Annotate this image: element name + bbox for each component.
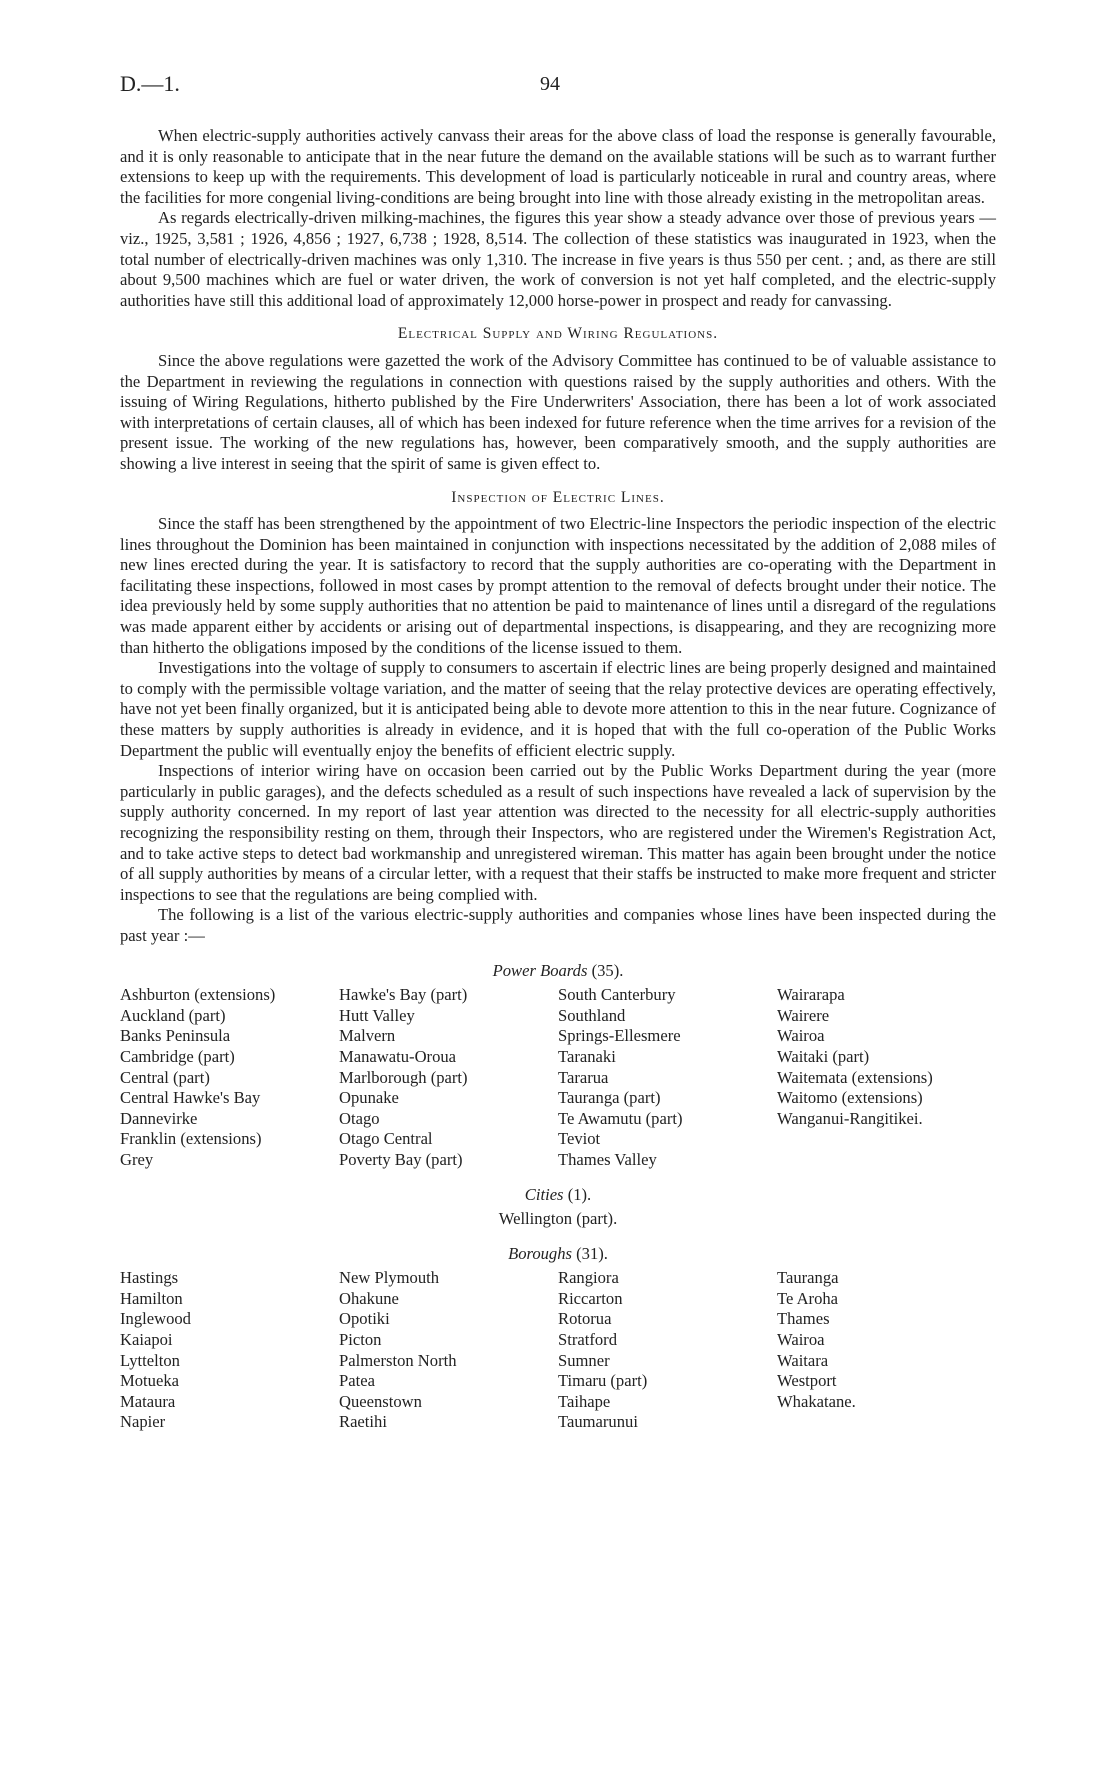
list-item: Waitara (777, 1350, 829, 1370)
list-title-count: (35). (591, 960, 624, 980)
list-item: Hamilton (120, 1288, 183, 1308)
list-column (339, 1268, 558, 1433)
list-column (777, 1268, 996, 1433)
list-item: Inglewood (120, 1309, 191, 1329)
list-item: Hutt Valley (339, 1005, 415, 1025)
paragraph: When electric-supply authorities actively canvass their areas for the above class of load the response is generally favourable, and it is only reasonable to anticipate that in the near future the demand on the available stations will be such as to warrant further extensions to keep up with the requirements. This development of load is particularly noticeable in rural and country areas, where the facilities for more congenial living-conditions are being brought into line with those already existing in the metropolitan areas. (120, 126, 996, 207)
list-item: Westport (777, 1371, 837, 1391)
section-heading: Inspection of Electric Lines. (451, 488, 665, 506)
list-column (339, 985, 558, 1170)
list-item: Springs-Ellesmere (558, 1026, 681, 1046)
list-item: Teviot (558, 1129, 601, 1149)
list-item: Stratford (558, 1330, 617, 1350)
list-item: Franklin (extensions) (120, 1129, 262, 1149)
list-item: Palmerston North (339, 1350, 457, 1370)
list-item: Tararua (558, 1067, 609, 1087)
list-item: Riccarton (558, 1288, 623, 1308)
list-item: New Plymouth (339, 1268, 440, 1288)
list-item: Wairarapa (777, 985, 845, 1005)
document-reference: D.—1. (120, 71, 180, 96)
list-item: Cambridge (part) (120, 1046, 235, 1066)
list-item: Napier (120, 1412, 166, 1432)
list-item: Otago Central (339, 1129, 433, 1149)
list-item: Waitaki (part) (777, 1046, 870, 1066)
list-item: Taumarunui (558, 1412, 638, 1432)
power-boards-title (120, 961, 996, 982)
paragraph: As regards electrically-driven milking-machines, the figures this year show a steady advance over those of previous years — viz., 1925, 3,581 ; 1926, 4,856 ; 1927, 6,738 ; 1928, 8,514. The collection of these statistics was inaugurated in 1923, when the total number of electrically-driven machines was only 1,310. The increase in five years is thus 550 per cent. ; and, as there are still about 9,500 machines which are fuel or water driven, the work of conversion is not yet half completed, and the electric-supply authorities have still this additional load of approximately 12,000 horse-power in prospect and ready for canvassing. (120, 208, 996, 310)
list-item: Queenstown (339, 1391, 422, 1411)
list-item: Hastings (120, 1268, 179, 1288)
cities-title (120, 1185, 996, 1206)
list-item: Central Hawke's Bay (120, 1088, 261, 1108)
list-item: Te Aroha (777, 1288, 839, 1308)
list-title-label: Cities (524, 1184, 564, 1204)
list-item: Kaiapoi (120, 1330, 173, 1350)
list-title-count: (1). (567, 1184, 592, 1204)
list-item: Wairere (777, 1005, 830, 1025)
list-item: Marlborough (part) (339, 1067, 468, 1087)
list-item: Waitemata (extensions) (777, 1067, 933, 1087)
list-column (777, 985, 996, 1170)
paragraph: Investigations into the voltage of supply to consumers to ascertain if electric lines are being properly designed and maintained to comply with the permissible voltage variation, and the matter of seeing that the relay protective devices are operating effectively, have not yet been finally organized, but it is anticipated being able to devote more attention to this in the near future. Cognizance of these matters by supply authorities is already in evidence, and it is hoped that with the full co-operation of the Public Works Department the public will eventually enjoy the benefits of efficient electric supply. (120, 658, 996, 760)
list-item: Otago (339, 1108, 380, 1128)
list-item: Raetihi (339, 1412, 387, 1432)
list-item: Southland (558, 1005, 626, 1025)
list-item: Motueka (120, 1371, 179, 1391)
boroughs-list (120, 1268, 996, 1433)
power-boards-list (120, 985, 996, 1170)
list-item: Lyttelton (120, 1350, 180, 1370)
list-item: Tauranga (part) (558, 1088, 661, 1108)
page-header (120, 71, 996, 104)
list-item: Wairoa (777, 1026, 825, 1046)
boroughs-title (120, 1244, 996, 1265)
section-heading: Electrical Supply and Wiring Regulations. (397, 325, 719, 343)
list-item: Wanganui-Rangitikei. (777, 1108, 923, 1128)
list-item: Auckland (part) (120, 1005, 226, 1025)
list-item: Malvern (339, 1026, 396, 1046)
cities-item: Wellington (part). (498, 1209, 618, 1229)
list-item: Tauranga (777, 1268, 839, 1288)
list-title-label: Power Boards (492, 960, 588, 980)
list-item: Wairoa (777, 1330, 825, 1350)
list-item: Ashburton (extensions) (120, 985, 276, 1005)
list-item: Picton (339, 1330, 382, 1350)
list-item: Ohakune (339, 1288, 399, 1308)
list-item: Hawke's Bay (part) (339, 985, 468, 1005)
paragraph: Since the above regulations were gazetted the work of the Advisory Committee has continued to be of valuable assistance to the Department in reviewing the regulations in connection with questions raised by the supply authorities and others. With the issuing of Wiring Regulations, hitherto published by the Fire Underwriters' Association, there has been a lot of work associated with interpretations of certain clauses, all of which has been indexed for future reference when the time arrives for a revision of the present issue. The working of the new regulations has, however, been comparatively smooth, and the supply authorities are showing a live interest in seeing that the spirit of same is given effect to. (120, 350, 996, 473)
list-item: Mataura (120, 1391, 176, 1411)
list-item: South Canterbury (558, 985, 676, 1005)
list-item: Opunake (339, 1088, 399, 1108)
list-item: Timaru (part) (558, 1371, 648, 1391)
list-item: Sumner (558, 1350, 610, 1370)
list-item: Waitomo (extensions) (777, 1088, 923, 1108)
list-title-label: Boroughs (508, 1243, 572, 1263)
list-item: Manawatu-Oroua (339, 1046, 457, 1066)
page-number: 94 (540, 73, 560, 95)
paragraph: The following is a list of the various electric-supply authorities and companies whose lines have been inspected during the past year :— (120, 905, 996, 945)
list-item: Banks Peninsula (120, 1026, 231, 1046)
list-column (120, 985, 339, 1170)
list-item: Dannevirke (120, 1108, 198, 1128)
document-page (120, 71, 996, 1433)
paragraph: Inspections of interior wiring have on occasion been carried out by the Public Works Department during the year (more particularly in public garages), and the defects scheduled as a result of such inspections have revealed a lack of supervision by the supply authority concerned. In my report of last year attention was directed to the necessity for all electric-supply authorities recognizing the responsibility resting on them, through their Inspectors, who are registered under the Wiremen's Registration Act, and to take active steps to detect bad workmanship and unregistered wireman. This matter has again been brought under the notice of all supply authorities by means of a circular letter, with a request that their staffs be instructed to make more frequent and stricter inspections to see that the regulations are being complied with. (120, 761, 996, 904)
list-item: Rotorua (558, 1309, 612, 1329)
list-item: Rangiora (558, 1268, 619, 1288)
list-item: Patea (339, 1371, 375, 1391)
list-item: Poverty Bay (part) (339, 1149, 463, 1169)
list-item: Thames (777, 1309, 830, 1329)
list-item: Whakatane. (777, 1391, 856, 1411)
list-column (120, 1268, 339, 1433)
list-item: Central (part) (120, 1067, 210, 1087)
list-title-count: (31). (576, 1243, 608, 1263)
list-column (558, 985, 777, 1170)
list-item: Grey (120, 1149, 154, 1169)
list-item: Thames Valley (558, 1149, 657, 1169)
list-item: Opotiki (339, 1309, 390, 1329)
list-column (558, 1268, 777, 1433)
list-item: Taihape (558, 1391, 611, 1411)
list-item: Te Awamutu (part) (558, 1108, 683, 1128)
paragraph: Since the staff has been strengthened by the appointment of two Electric-line Inspectors the periodic inspection of the electric lines throughout the Dominion has been maintained in conjunction with inspections necessitated by the addition of 2,088 miles of new lines erected during the year. It is satisfactory to record that the supply authorities are co-operating with the Department in facilitating these inspections, followed in most cases by prompt attention to the removal of defects brought under their notice. The idea previously held by some supply authorities that no attention be paid to maintenance of lines until a disregard of the regulations was made apparent either by accidents or arising out of departmental inspections, is disappearing, and they are recognizing more than hitherto the obligations imposed by the conditions of the license issued to them. (120, 514, 996, 657)
list-item: Taranaki (558, 1046, 616, 1066)
